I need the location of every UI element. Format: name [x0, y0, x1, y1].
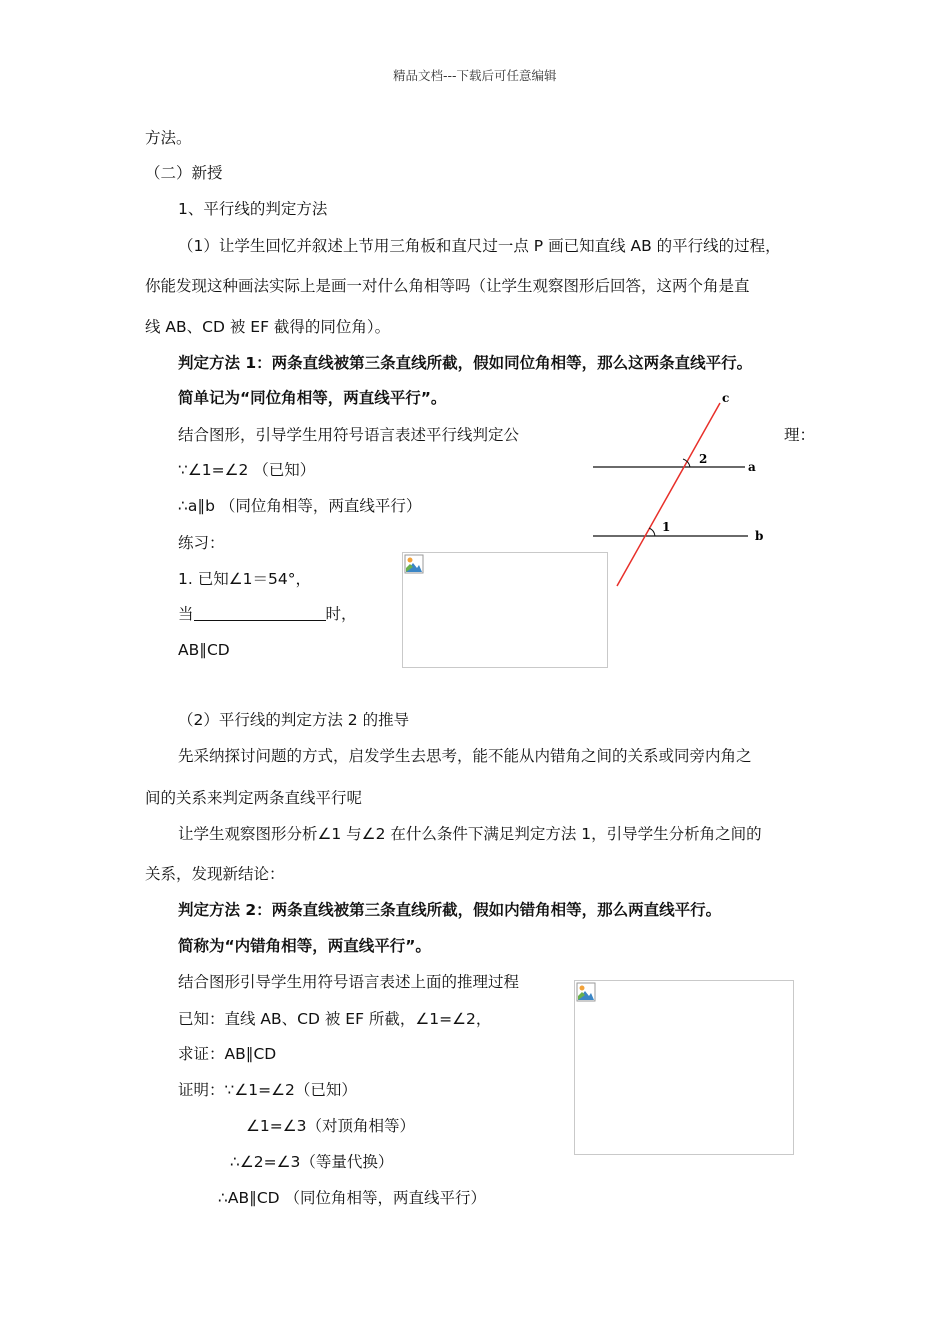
image-placeholder: [574, 980, 794, 1155]
angle-1-arc: [649, 528, 655, 536]
text-line: 理：: [784, 426, 816, 444]
text-line: 间的关系来判定两条直线平行呢: [145, 789, 363, 807]
subsection-heading: 1、平行线的判定方法: [178, 200, 328, 218]
label-a: a: [748, 460, 756, 474]
broken-image-icon: [404, 554, 424, 574]
subsection-heading: （2）平行线的判定方法 2 的推导: [178, 711, 410, 729]
text-line: 线 AB、CD 被 EF 截得的同位角）。: [145, 318, 391, 336]
text-line: 结合图形引导学生用符号语言表述上面的推理过程: [178, 973, 520, 991]
proof-line: ∠1=∠3（对顶角相等）: [246, 1117, 416, 1135]
broken-image-icon: [576, 982, 596, 1002]
label-1: 1: [662, 520, 671, 534]
text-line: （1）让学生回忆并叙述上节用三角板和直尺过一点 P 画已知直线 AB 的平行线的过程，: [178, 237, 781, 255]
exercise-line: 1. 已知∠1＝54°，: [178, 570, 311, 588]
text-line: 先采纳探讨问题的方式，启发学生去思考，能不能从内错角之间的关系或同旁内角之: [178, 747, 752, 765]
text-line: 让学生观察图形分析∠1 与∠2 在什么条件下满足判定方法 1，引导学生分析角之间的: [178, 825, 762, 843]
image-placeholder: [402, 552, 608, 668]
proof-line: ∴∠2=∠3（等量代换）: [230, 1153, 394, 1171]
text-line: 关系，发现新结论：: [145, 865, 285, 883]
fill-in-blank: [194, 605, 326, 621]
text-line: 方法。: [145, 129, 192, 147]
parallel-lines-figure: [590, 392, 790, 597]
label-b: b: [755, 529, 764, 543]
exercise-text: 当: [178, 605, 194, 623]
text-line: 结合图形，引导学生用符号语言表述平行线判定公: [178, 426, 520, 444]
proof-line: 已知：直线 AB、CD 被 EF 所截，∠1=∠2，: [178, 1010, 492, 1028]
proof-line: ∴AB∥CD （同位角相等，两直线平行）: [218, 1189, 487, 1207]
exercise-heading: 练习：: [178, 534, 225, 552]
label-2: 2: [699, 452, 708, 466]
label-c: c: [722, 392, 730, 405]
exercise-text: 时，: [325, 605, 357, 623]
proof-line: ∵∠1=∠2 （已知）: [178, 461, 316, 479]
proof-line: 求证：AB∥CD: [178, 1045, 277, 1063]
proof-line: 证明：∵∠1=∠2（已知）: [178, 1081, 357, 1099]
page-header: 精品文档---下载后可任意编辑: [393, 68, 557, 83]
transversal-c: [617, 403, 720, 586]
exercise-line: AB∥CD: [178, 641, 230, 659]
theorem-summary: 简单记为“同位角相等，两直线平行”。: [178, 389, 447, 407]
proof-line: ∴a∥b （同位角相等，两直线平行）: [178, 497, 422, 515]
theorem-statement: 判定方法 2：两条直线被第三条直线所截，假如内错角相等，那么两直线平行。: [178, 901, 722, 919]
section-heading: （二）新授: [145, 164, 223, 182]
text-line: 你能发现这种画法实际上是画一对什么角相等吗（让学生观察图形后回答，这两个角是直: [145, 277, 750, 295]
exercise-line: [178, 604, 357, 624]
theorem-summary: 简称为“内错角相等，两直线平行”。: [178, 937, 431, 955]
theorem-statement: 判定方法 1：两条直线被第三条直线所截，假如同位角相等，那么这两条直线平行。: [178, 354, 753, 372]
